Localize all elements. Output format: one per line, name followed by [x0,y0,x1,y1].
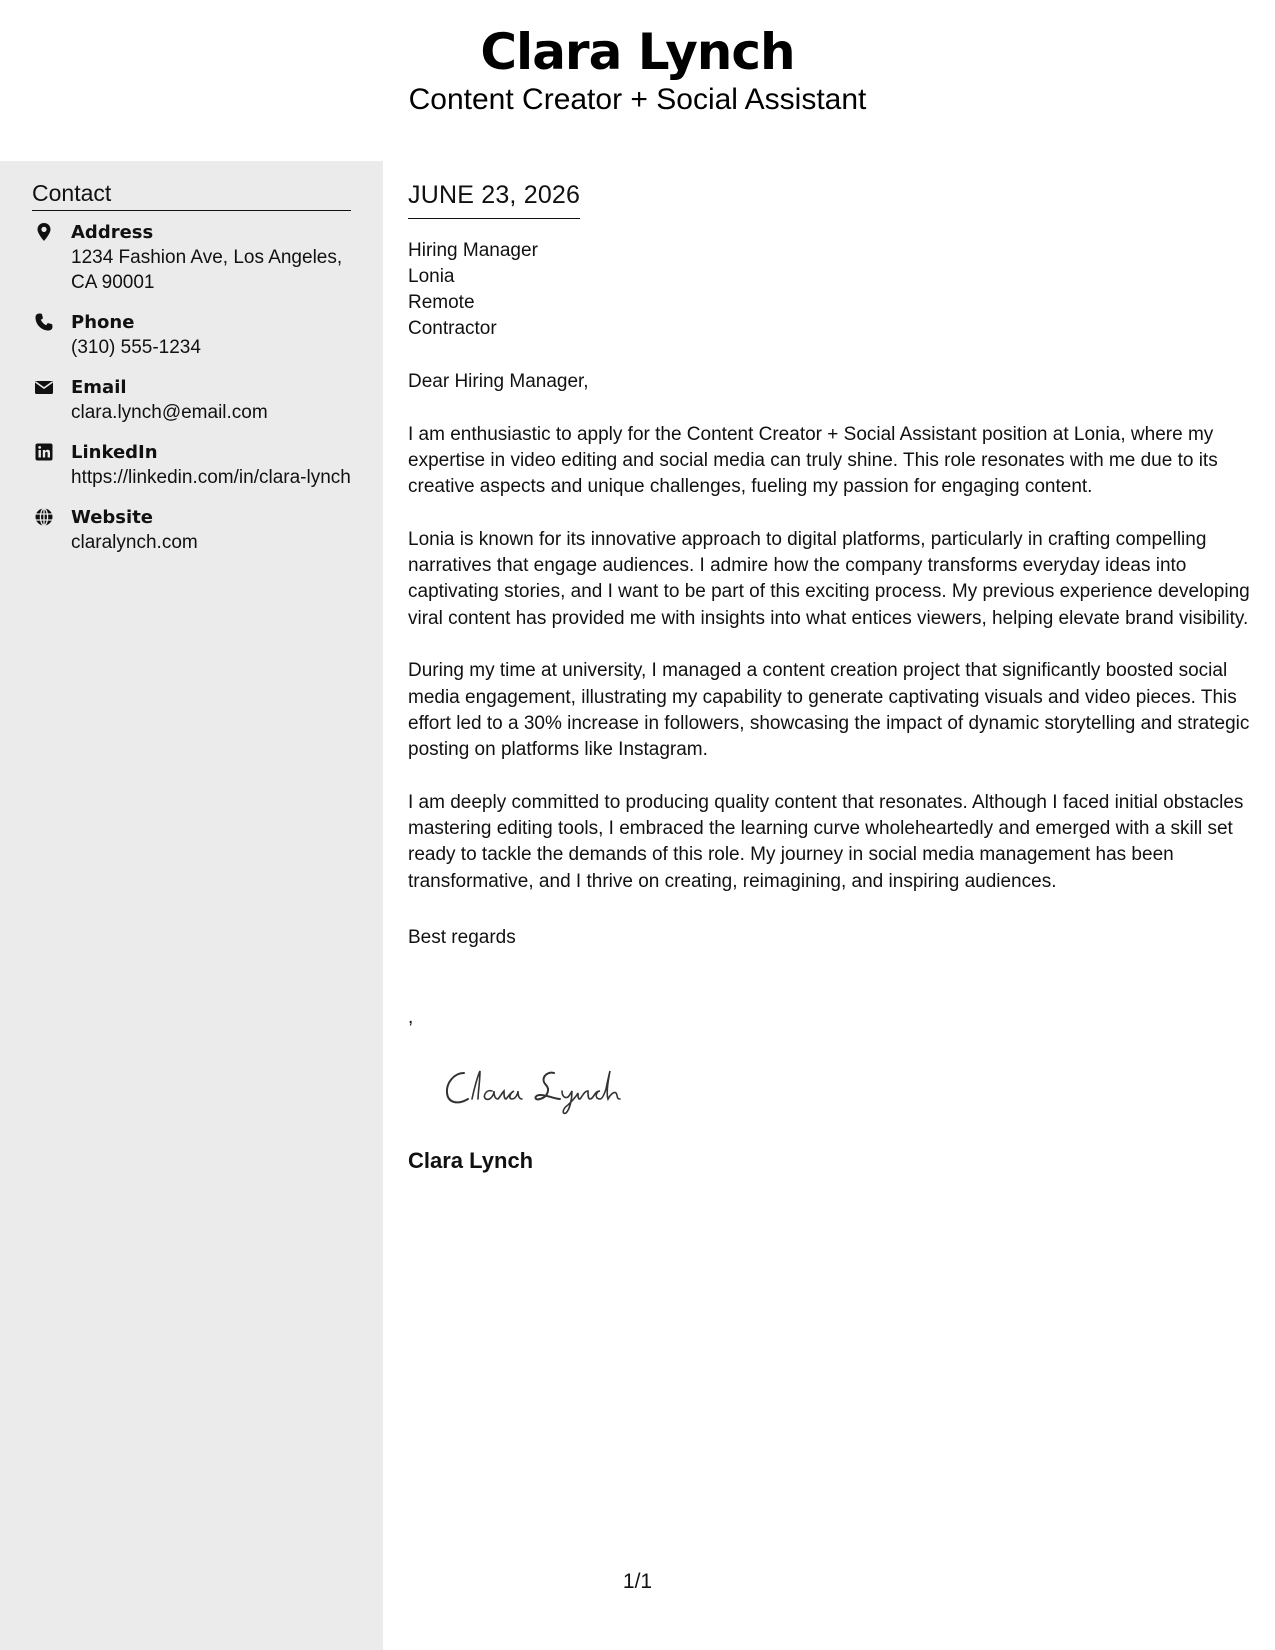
contact-list [32,220,362,570]
contact-value: https://linkedin.com/in/clara-lynch [71,467,351,488]
salutation: Dear Hiring Manager, [408,371,589,392]
page-number: 1/1 [622,1570,653,1593]
recipient-line: Lonia [408,266,455,287]
globe-icon [34,507,54,527]
recipient-line: Remote [408,292,475,313]
contact-item-website [32,505,362,555]
recipient-line: Contractor [408,318,497,339]
contact-item-email [32,375,362,425]
applicant-name: Clara Lynch [480,23,795,81]
letter-body [408,369,1253,921]
contact-label: Address [71,222,154,243]
body-paragraph: Lonia is known for its innovative approach to digital platforms, particularly in crafting compelling narratives that engage audiences. I admire how the company transforms everyday ideas into captivating stories, and I want to be part of this exciting process. My previous experience developing viral content has provided me with insights into what entices viewers, helping elevate brand visibility. [408,528,1250,629]
contact-section-title: Contact [32,178,351,211]
contact-item-phone [32,310,362,360]
contact-item-address [32,220,362,295]
contact-value: 1234 Fashion Ave, Los Angeles, CA 90001 [71,247,343,293]
map-pin-icon [34,222,54,242]
contact-label: Email [71,377,127,398]
contact-label: Website [71,507,154,528]
body-paragraph: I am enthusiastic to apply for the Content Creator + Social Assistant position at Lonia, where my expertise in video editing and social media can truly shine. This role resonates with me due to its creative aspects and unique challenges, fueling my passion for engaging content. [408,423,1218,498]
contact-value: claralynch.com [71,532,198,553]
contact-label: LinkedIn [71,442,158,463]
phone-icon [34,312,54,332]
letter-header [0,0,1275,161]
contact-value: clara.lynch@email.com [71,402,268,423]
recipient-block [408,238,538,342]
body-paragraph: I am deeply committed to producing quality content that resonates. Although I faced initial obstacles mastering editing tools, I embraced the learning curve wholeheartedly and emerged with a skill set ready to tackle the demands of this role. My journey in social media management has been transformative, and I thrive on creating, reimagining, and inspiring audiences. [408,791,1244,892]
handwritten-signature [442,1059,642,1119]
recipient-line: Hiring Manager [408,240,538,261]
contact-value: (310) 555-1234 [71,337,201,358]
closing: Best regards [408,927,516,948]
envelope-icon [34,377,54,397]
applicant-job-title: Content Creator + Social Assistant [408,83,867,116]
letter-date: JUNE 23, 2026 [408,178,580,219]
closing-comma: , [408,1007,414,1028]
contact-sidebar [0,161,383,1650]
contact-label: Phone [71,312,135,333]
signer-name: Clara Lynch [408,1148,534,1173]
contact-item-linkedin [32,440,362,490]
body-paragraph: During my time at university, I managed a content creation project that significantly boosted social media engagement, illustrating my capability to generate captivating visuals and video pieces. This effort led to a 30% increase in followers, showcasing the impact of dynamic storytelling and strategic posting on platforms like Instagram. [408,660,1250,761]
linkedin-icon [34,442,54,462]
